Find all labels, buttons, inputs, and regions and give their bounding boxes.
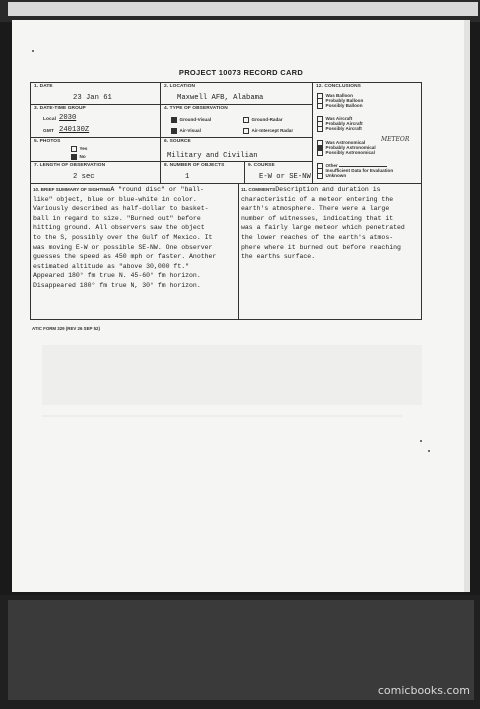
location-box bbox=[161, 83, 313, 105]
conclusion-label: Was Aircraft bbox=[325, 116, 353, 121]
number-objects-label: 8. NUMBER OF OBJECTS bbox=[164, 163, 225, 168]
conclusion-label: Probably Astronomical bbox=[325, 145, 376, 150]
comments-label: 11. COMMENTS bbox=[241, 187, 276, 192]
conclusion-label: Other bbox=[325, 163, 338, 168]
course-label: 9. COURSE bbox=[248, 163, 275, 168]
air-intercept-radar-option bbox=[243, 128, 293, 134]
air-intercept-radar-checkbox bbox=[243, 128, 249, 134]
summary-box bbox=[31, 184, 239, 319]
summary-label: 10. BRIEF SUMMARY OF SIGHTING bbox=[33, 187, 111, 192]
summary-text bbox=[33, 185, 216, 291]
comments-text bbox=[241, 185, 405, 262]
ground-visual-option bbox=[171, 117, 211, 123]
ground-radar-checkbox bbox=[243, 117, 249, 123]
air-intercept-radar-label: Air-Intercept Radar bbox=[251, 128, 294, 133]
conclusion-label: Unknown bbox=[325, 173, 347, 178]
previous-page-strip bbox=[8, 2, 478, 16]
air-visual-checkbox bbox=[171, 128, 177, 134]
comments-box bbox=[239, 184, 421, 319]
local-value: 2030 bbox=[59, 114, 77, 122]
length-value: 2 sec bbox=[73, 173, 95, 181]
dtg-label: 3. DATE-TIME GROUP bbox=[34, 106, 86, 111]
summary-line: Appeared 180° fm true N. 45-60° fm horizon. bbox=[33, 272, 201, 280]
photos-no-option bbox=[71, 154, 86, 160]
checkbox bbox=[317, 126, 323, 132]
comments-line: phere where it burned out before reaching bbox=[241, 243, 401, 251]
scan-speck bbox=[428, 450, 430, 452]
summary-line: Variously described as half-dollar to basket- bbox=[33, 205, 209, 213]
local-label: Local bbox=[43, 117, 57, 122]
comments-line: Description and duration is bbox=[275, 186, 381, 193]
photos-no-checkbox bbox=[71, 154, 77, 160]
photos-yes-option bbox=[71, 146, 87, 152]
comments-line: the lower reaches of the earth's atmos- bbox=[241, 233, 394, 241]
air-visual-label: Air-Visual bbox=[179, 128, 201, 133]
conclusion-label: Insufficient Data for Evaluation bbox=[325, 168, 394, 173]
conclusion-label: Possibly Aircraft bbox=[325, 126, 362, 131]
handwritten-meteor-note: METEOR bbox=[381, 136, 410, 143]
conclusion-label: Was Balloon bbox=[325, 93, 353, 98]
date-value: 23 Jan 61 bbox=[73, 94, 112, 102]
number-objects-value: 1 bbox=[185, 173, 190, 181]
gmt-value: 240130Z bbox=[59, 126, 90, 134]
checkbox bbox=[317, 173, 323, 179]
conclusion-label: Was Astronomical bbox=[325, 140, 366, 145]
conclusion-label: Probably Balloon bbox=[325, 98, 364, 103]
air-visual-option bbox=[171, 128, 201, 134]
summary-line: like" object, blue or blue-white in color. bbox=[33, 195, 197, 203]
ground-radar-label: Ground-Radar bbox=[251, 117, 283, 122]
bleed-through-line bbox=[42, 415, 402, 417]
comments-line: characteristic of a meteor entering the bbox=[241, 195, 394, 203]
course-value: E-W or SE-NW bbox=[259, 173, 311, 181]
type-observation-box bbox=[161, 105, 313, 138]
checkbox bbox=[317, 103, 323, 109]
type-observation-label: 4. TYPE OF OBSERVATION bbox=[164, 106, 228, 111]
conclusion-label: Probably Aircraft bbox=[325, 121, 363, 126]
photos-no-label: No bbox=[79, 154, 86, 159]
date-box bbox=[31, 83, 161, 105]
conclusion-label: Possibly Balloon bbox=[325, 103, 363, 108]
source-box bbox=[161, 138, 313, 162]
card-title: PROJECT 10073 RECORD CARD bbox=[178, 68, 304, 77]
summary-line: ball in regard to size. "Burned out" before bbox=[33, 214, 201, 222]
comments-line: the earths surface. bbox=[241, 253, 316, 261]
course-box bbox=[245, 162, 313, 184]
location-value: Maxwell AFB, Alabama bbox=[177, 94, 264, 102]
photos-yes-checkbox bbox=[71, 146, 77, 152]
record-card-form bbox=[30, 82, 422, 320]
watermark: comicbooks.com bbox=[377, 684, 470, 697]
conclusion-label: Possibly Astronomical bbox=[325, 150, 375, 155]
comments-line: earth's atmosphere. There were a large bbox=[241, 205, 390, 213]
length-box bbox=[31, 162, 161, 184]
bleed-through-box bbox=[42, 345, 422, 405]
date-label: 1. DATE bbox=[34, 84, 53, 89]
form-number: ATIC FORM 329 (REV 26 SEP 52) bbox=[32, 326, 100, 331]
photos-box bbox=[31, 138, 161, 162]
source-label: 6. SOURCE bbox=[164, 139, 191, 144]
conclusion-possibly-aircraft bbox=[317, 126, 362, 132]
dtg-box bbox=[31, 105, 161, 138]
conclusion-possibly-astronomical bbox=[317, 150, 375, 156]
ground-radar-option bbox=[243, 117, 283, 123]
other-blank-line bbox=[339, 166, 387, 167]
record-card-page bbox=[12, 20, 470, 592]
summary-line: estimated altitude as "above 30,000 ft." bbox=[33, 262, 190, 270]
scan-speck bbox=[32, 50, 34, 52]
comments-line: number of witnesses, indicating that it bbox=[241, 214, 394, 222]
summary-line: A "round disc" or "ball- bbox=[110, 186, 204, 193]
comments-line: was a fairly large meteor which penetrated bbox=[241, 224, 405, 232]
summary-line: was moving E-W or possible SE-NW. One observer bbox=[33, 243, 213, 251]
summary-line: to the S, possibly over the Gulf of Mexico. It bbox=[33, 233, 213, 241]
conclusion-unknown bbox=[317, 173, 346, 179]
gmt-label: GMT bbox=[43, 129, 54, 134]
summary-line: guesses the speed as 450 mph or faster. Another bbox=[33, 253, 217, 261]
source-value: Military and Civilian bbox=[167, 152, 258, 160]
number-objects-box bbox=[161, 162, 245, 184]
length-label: 7. LENGTH OF OBSERVATION bbox=[34, 163, 106, 168]
conclusion-possibly-balloon bbox=[317, 103, 363, 109]
summary-line: hitting ground. All observers saw the object bbox=[33, 224, 205, 232]
scan-speck bbox=[420, 440, 422, 442]
photos-label: 5. PHOTOS bbox=[34, 139, 61, 144]
conclusions-box bbox=[313, 83, 421, 184]
checkbox bbox=[317, 150, 323, 156]
ground-visual-label: Ground-Visual bbox=[179, 117, 212, 122]
conclusions-label: 12. CONCLUSIONS bbox=[316, 84, 361, 89]
location-label: 2. LOCATION bbox=[164, 84, 196, 89]
ground-visual-checkbox bbox=[171, 117, 177, 123]
photos-yes-label: Yes bbox=[79, 146, 88, 151]
page-edge-shade bbox=[464, 20, 470, 592]
summary-line: Disappeared 180° fm true N, 30° fm horizon. bbox=[33, 281, 201, 289]
